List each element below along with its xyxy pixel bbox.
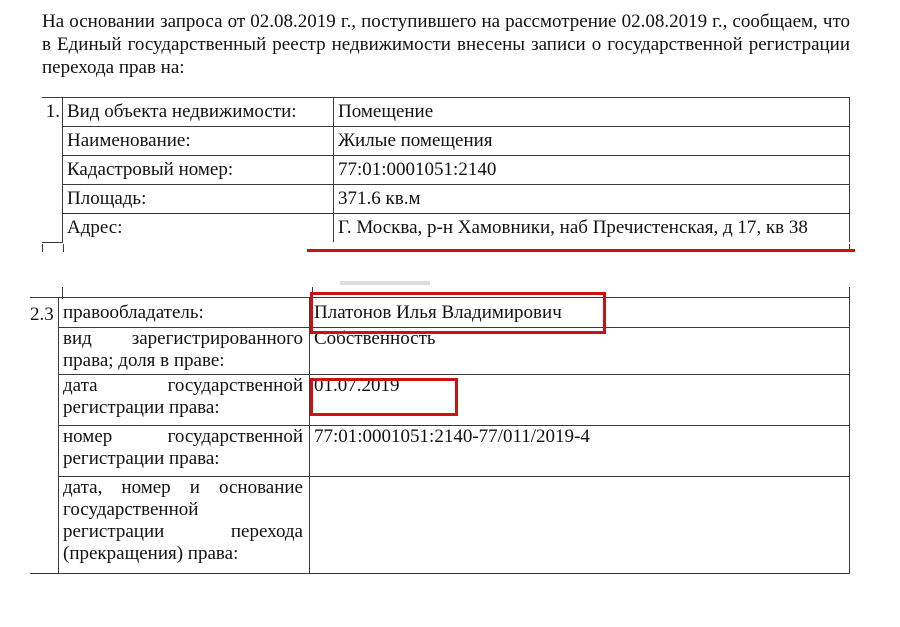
registration-number-label — [59, 426, 310, 477]
transfer-basis-label-line3: регистрации перехода — [63, 521, 303, 542]
rights-table — [30, 297, 850, 574]
cadastral-number-value: 77:01:0001051:2140 — [334, 156, 850, 185]
address-underline-highlight — [307, 249, 855, 252]
registration-date-label — [59, 375, 310, 426]
owner-highlight-box — [310, 292, 606, 334]
rights-table-number: 2.3 — [30, 298, 59, 574]
object-table — [42, 97, 850, 243]
right-type-label-line2: права; доля в праве: — [63, 350, 225, 371]
cadastral-number-label: Кадастровый номер: — [63, 156, 334, 185]
registration-date-value: 01.07.2019 — [310, 375, 850, 426]
address-value: Г. Москва, р-н Хамовники, наб Пречистенская, д 17, кв 38 — [334, 214, 850, 243]
area-value: 371.6 кв.м — [334, 185, 850, 214]
object-name-value: Жилые помещения — [334, 127, 850, 156]
registration-number-label-line2: регистрации права: — [63, 448, 220, 469]
registration-number-value: 77:01:0001051:2140-77/011/2019-4 — [310, 426, 850, 477]
object-table-number: 1. — [42, 98, 63, 243]
registration-date-label-line2: регистрации права: — [63, 397, 220, 418]
right-type-value: Собственность — [310, 328, 850, 375]
address-label: Адрес: — [63, 214, 334, 243]
registration-date-label-line1: дата государственной — [63, 375, 303, 396]
transfer-basis-label-line2: государственной — [63, 499, 199, 520]
transfer-basis-label — [59, 477, 310, 574]
owner-label: правообладатель: — [59, 298, 310, 328]
object-type-label: Вид объекта недвижимости: — [63, 98, 334, 127]
area-label: Площадь: — [63, 185, 334, 214]
transfer-basis-value — [310, 477, 850, 574]
registration-number-label-line1: номер государственной — [63, 426, 303, 447]
cut-text-remnant — [340, 281, 430, 285]
transfer-basis-label-line1: дата, номер и основание — [63, 477, 303, 498]
right-type-label — [59, 328, 310, 375]
right-type-label-line1: вид зарегистрированного — [63, 328, 303, 349]
owner-value: Платонов Илья Владимирович — [310, 298, 850, 328]
transfer-basis-label-line4: (прекращения) права: — [63, 543, 239, 564]
intro-paragraph: На основании запроса от 02.08.2019 г., поступившего на рассмотрение 02.08.2019 г., сообщаем, что в Единый государственный реестр недвижимости внесены записи о государственной регистрации перехода прав на: — [42, 11, 850, 78]
object-type-value: Помещение — [334, 98, 850, 127]
date-highlight-box — [310, 378, 458, 416]
object-name-label: Наименование: — [63, 127, 334, 156]
